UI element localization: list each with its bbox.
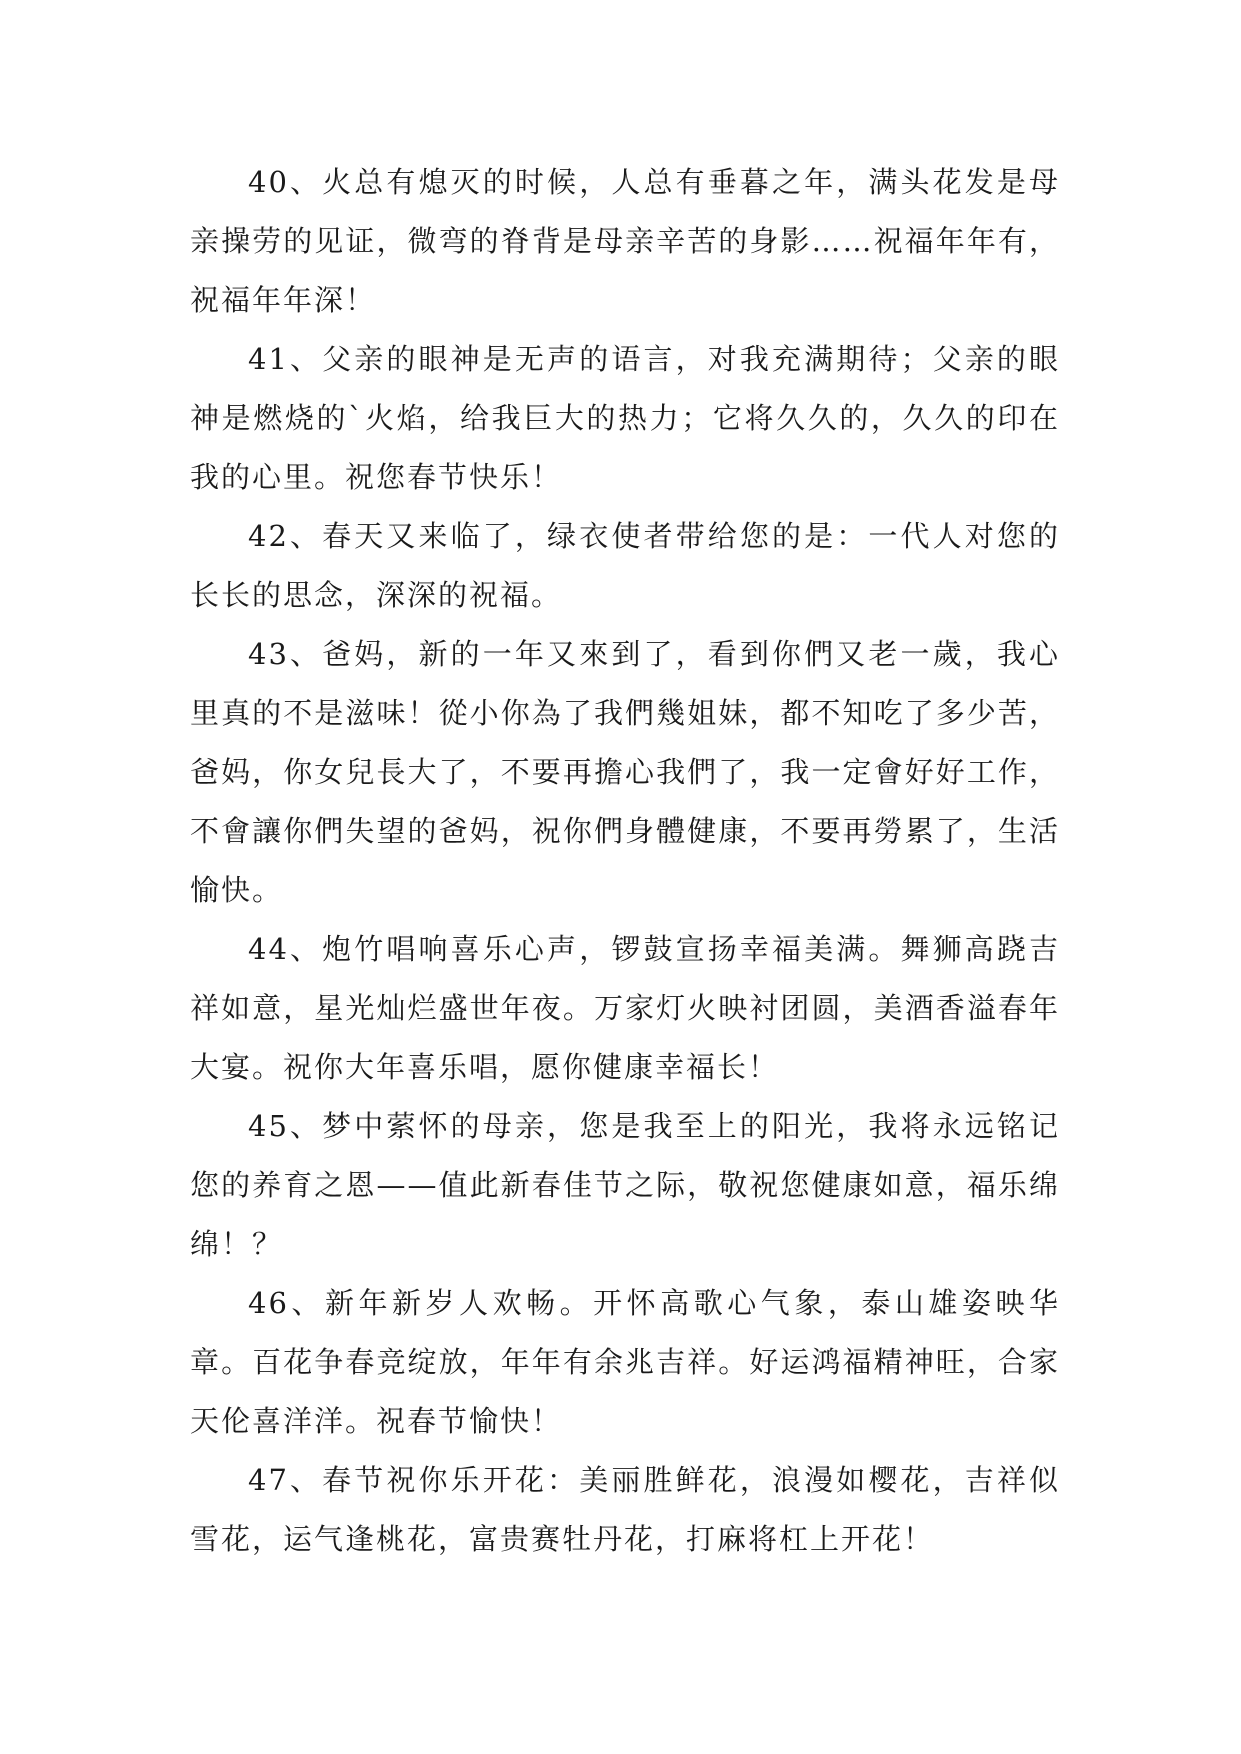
document-body [190, 153, 1060, 1569]
paragraph-47: 47、春节祝你乐开花：美丽胜鲜花，浪漫如樱花，吉祥似雪花，运气逢桃花，富贵赛牡丹花，打麻将杠上开花！ [190, 1463, 1060, 1556]
paragraph-46: 46、新年新岁人欢畅。开怀高歌心气象，泰山雄姿映华章。百花争春竞绽放，年年有余兆吉祥。好运鸿福精神旺，合家天伦喜洋洋。祝春节愉快！ [190, 1286, 1060, 1438]
paragraph-45: 45、梦中萦怀的母亲，您是我至上的阳光，我将永远铭记您的养育之恩——值此新春佳节之际，敬祝您健康如意，福乐绵绵！？ [190, 1109, 1060, 1261]
paragraph-40: 40、火总有熄灭的时候，人总有垂暮之年，满头花发是母亲操劳的见证，微弯的脊背是母亲辛苦的身影……祝福年年有，祝福年年深！ [190, 165, 1060, 317]
paragraph-41: 41、父亲的眼神是无声的语言，对我充满期待；父亲的眼神是燃烧的`火焰，给我巨大的热力；它将久久的，久久的印在我的心里。祝您春节快乐！ [190, 342, 1060, 494]
paragraph-43: 43、爸妈，新的一年又來到了，看到你們又老一歲，我心里真的不是滋味！從小你為了我們幾姐妹，都不知吃了多少苦，爸妈，你女兒長大了，不要再擔心我們了，我一定會好好工作，不會讓你們失望的爸妈，祝你們身體健康，不要再勞累了，生活愉快。 [190, 637, 1060, 907]
paragraph-44: 44、炮竹唱响喜乐心声，锣鼓宣扬幸福美满。舞狮高跷吉祥如意，星光灿烂盛世年夜。万家灯火映衬团圆，美酒香溢春年大宴。祝你大年喜乐唱，愿你健康幸福长！ [190, 932, 1060, 1084]
paragraph-42: 42、春天又来临了，绿衣使者带给您的是：一代人对您的长长的思念，深深的祝福。 [190, 519, 1060, 612]
